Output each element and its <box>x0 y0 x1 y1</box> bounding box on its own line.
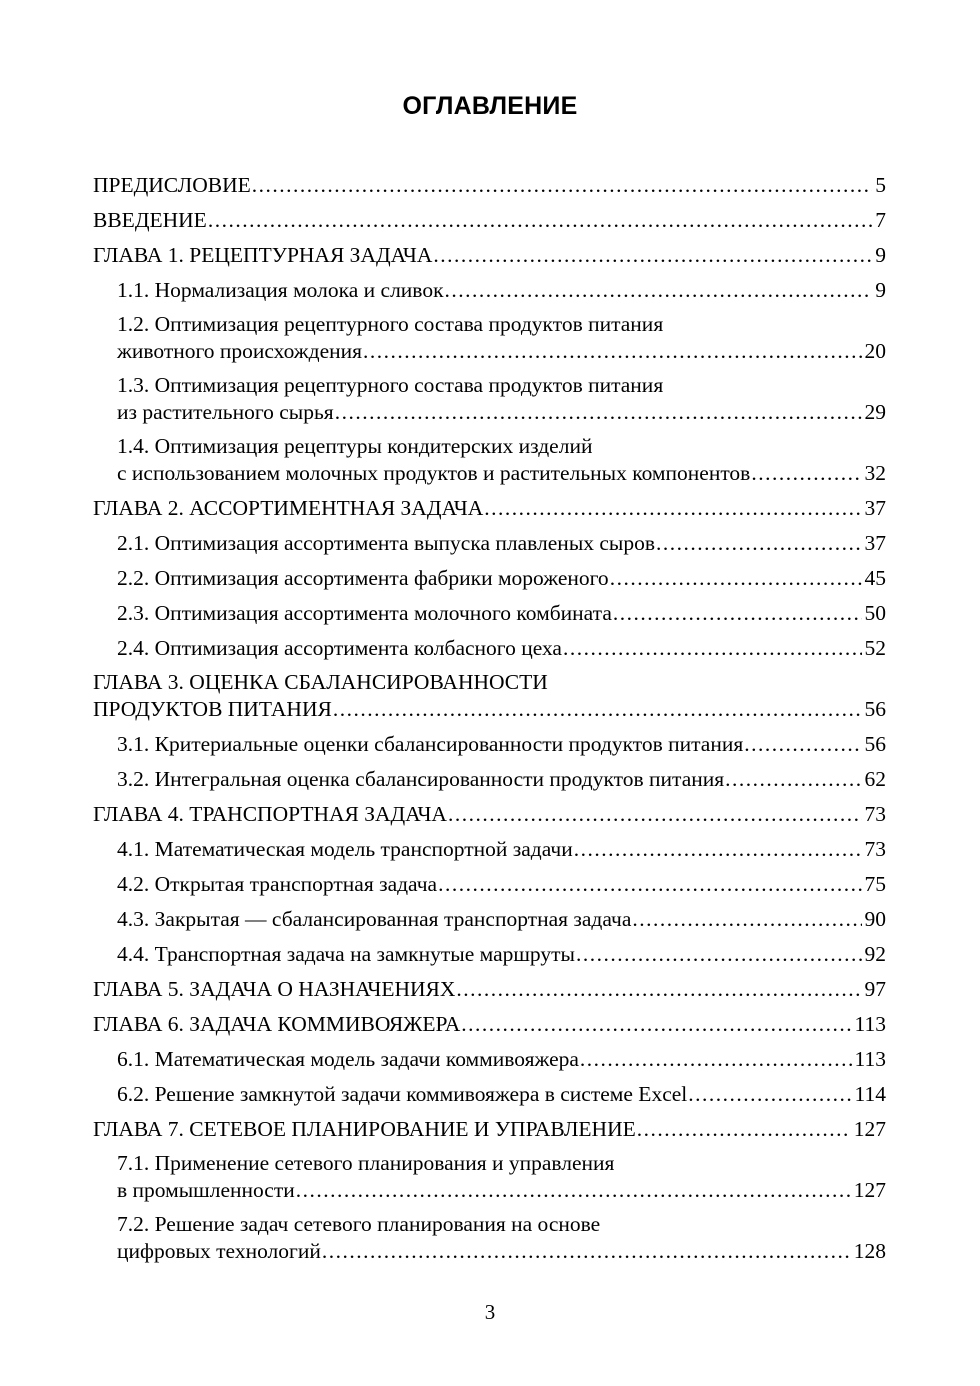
toc-chapter-entry[interactable] <box>93 206 886 234</box>
toc-entry-line <box>117 1045 886 1073</box>
toc-entry-title: 4.3. Закрытая — сбалансированная транспортная задача <box>117 907 632 931</box>
dot-leader <box>751 459 861 487</box>
dot-leader <box>433 241 872 269</box>
toc-section-entry[interactable] <box>93 1080 886 1108</box>
toc-section-entry[interactable] <box>93 765 886 793</box>
toc-entry-page: 113 <box>854 1047 886 1071</box>
dot-leader <box>580 1045 852 1073</box>
toc-section-entry[interactable] <box>93 1045 886 1073</box>
toc-section-entry[interactable] <box>93 1150 886 1204</box>
toc-entry-page: 113 <box>854 1012 886 1036</box>
toc-section-entry[interactable] <box>93 529 886 557</box>
toc-chapter-entry[interactable] <box>93 1115 886 1143</box>
toc-entry-page: 20 <box>864 339 886 363</box>
toc-entry-title-line: 7.2. Решение задач сетевого планирования на основе <box>117 1212 601 1236</box>
toc-entry-title-line: 7.1. Применение сетевого планирования и управления <box>117 1151 615 1175</box>
dot-leader <box>656 529 861 557</box>
dot-leader <box>610 564 862 592</box>
toc-chapter-entry[interactable] <box>93 1010 886 1038</box>
toc-entry-line <box>117 1080 886 1108</box>
dot-leader <box>445 276 873 304</box>
dot-leader <box>363 337 861 365</box>
dot-leader <box>484 494 861 522</box>
toc-section-entry[interactable] <box>93 634 886 662</box>
toc-entry-title: из растительного сырья <box>117 400 334 424</box>
toc-entry-title: цифровых технологий <box>117 1239 321 1263</box>
toc-entry-line <box>117 1237 886 1265</box>
toc-entry-line <box>93 241 886 269</box>
toc-chapter-entry[interactable] <box>93 975 886 1003</box>
toc-entry-title: с использованием молочных продуктов и растительных компонентов <box>117 461 751 485</box>
toc-entry-title: 3.1. Критериальные оценки сбалансированности продуктов питания <box>117 732 744 756</box>
dot-leader <box>574 835 862 863</box>
dot-leader <box>335 398 862 426</box>
toc-entry-page: 75 <box>864 872 886 896</box>
toc-entry-title: в промышленности <box>117 1178 295 1202</box>
toc-entry-title: 2.4. Оптимизация ассортимента колбасного цеха <box>117 636 562 660</box>
toc-entry-title-line: 1.2. Оптимизация рецептурного состава продуктов питания <box>117 312 664 336</box>
toc-section-entry[interactable] <box>93 311 886 365</box>
toc-entry-page: 73 <box>864 802 886 826</box>
dot-leader <box>448 800 862 828</box>
toc-section-entry[interactable] <box>93 599 886 627</box>
toc-entry-line <box>93 1115 886 1143</box>
dot-leader <box>632 905 861 933</box>
toc-section-entry[interactable] <box>93 905 886 933</box>
dot-leader <box>688 1080 851 1108</box>
toc-entry-page: 114 <box>854 1082 886 1106</box>
toc-entry-page: 62 <box>864 767 886 791</box>
toc-entry-title: 4.2. Открытая транспортная задача <box>117 872 438 896</box>
toc-section-entry[interactable] <box>93 730 886 758</box>
dot-leader <box>576 940 862 968</box>
toc-entry-line <box>93 1010 886 1038</box>
toc-entry-title-line: 1.4. Оптимизация рецептуры кондитерских изделий <box>117 434 593 458</box>
dot-leader <box>296 1176 851 1204</box>
toc-entry-line <box>117 276 886 304</box>
toc-entry-line <box>93 800 886 828</box>
toc-entry-line <box>117 634 886 662</box>
toc-entry-line <box>117 940 886 968</box>
toc-entry-title-line: 1.3. Оптимизация рецептурного состава продуктов питания <box>117 373 664 397</box>
toc-entry-page: 128 <box>853 1239 886 1263</box>
toc-entry-title: животного происхождения <box>117 339 363 363</box>
toc-entry-title: ГЛАВА 4. ТРАНСПОРТНАЯ ЗАДАЧА <box>93 802 447 826</box>
toc-entry-line <box>93 975 886 1003</box>
toc-entry-line <box>117 529 886 557</box>
dot-leader <box>456 975 861 1003</box>
toc-entry-line <box>117 870 886 898</box>
toc-entry-title: ПРОДУКТОВ ПИТАНИЯ <box>93 697 332 721</box>
toc-section-entry[interactable] <box>93 433 886 487</box>
toc-entry-title: 4.1. Математическая модель транспортной задачи <box>117 837 573 861</box>
dot-leader <box>563 634 862 662</box>
dot-leader <box>637 1115 851 1143</box>
toc-entry-line <box>117 765 886 793</box>
toc-entry-title: ГЛАВА 1. РЕЦЕПТУРНАЯ ЗАДАЧА <box>93 243 433 267</box>
toc-entry-page: 5 <box>875 173 886 197</box>
toc-entry-title-line: ГЛАВА 3. ОЦЕНКА СБАЛАНСИРОВАННОСТИ <box>93 670 548 694</box>
dot-leader <box>322 1237 851 1265</box>
toc-entry-page: 73 <box>864 837 886 861</box>
toc-entry-page: 9 <box>875 243 886 267</box>
toc-entry-title: ГЛАВА 2. АССОРТИМЕНТНАЯ ЗАДАЧА <box>93 496 484 520</box>
toc-entry-line <box>117 459 886 487</box>
toc-entry-page: 52 <box>864 636 886 660</box>
toc-entry-title: 3.2. Интегральная оценка сбалансированности продуктов питания <box>117 767 725 791</box>
table-of-contents <box>93 171 886 1272</box>
toc-section-entry[interactable] <box>93 1211 886 1265</box>
toc-entry-page: 9 <box>875 278 886 302</box>
toc-entry-line <box>117 1176 886 1204</box>
toc-entry-line <box>93 695 886 723</box>
toc-entry-title: 6.1. Математическая модель задачи коммивояжера <box>117 1047 579 1071</box>
toc-entry-title: ПРЕДИСЛОВИЕ <box>93 173 251 197</box>
toc-entry-page: 37 <box>864 496 886 520</box>
toc-entry-line <box>117 398 886 426</box>
toc-entry-line <box>93 171 886 199</box>
dot-leader <box>725 765 861 793</box>
toc-chapter-entry[interactable] <box>93 669 886 723</box>
toc-chapter-entry[interactable] <box>93 171 886 199</box>
page-title: ОГЛАВЛЕНИЕ <box>402 92 578 120</box>
toc-section-entry[interactable] <box>93 564 886 592</box>
dot-leader <box>461 1010 851 1038</box>
dot-leader <box>744 730 861 758</box>
dot-leader <box>613 599 862 627</box>
toc-chapter-entry[interactable] <box>93 241 886 269</box>
toc-entry-line <box>117 835 886 863</box>
dot-leader <box>208 206 872 234</box>
dot-leader <box>438 870 861 898</box>
toc-entry-line <box>93 494 886 522</box>
toc-entry-page: 90 <box>864 907 886 931</box>
toc-chapter-entry[interactable] <box>93 494 886 522</box>
toc-section-entry[interactable] <box>93 940 886 968</box>
toc-entry-page: 56 <box>864 697 886 721</box>
toc-entry-title: ГЛАВА 6. ЗАДАЧА КОММИВОЯЖЕРА <box>93 1012 461 1036</box>
toc-entry-title: ГЛАВА 7. СЕТЕВОЕ ПЛАНИРОВАНИЕ И УПРАВЛЕНИЕ <box>93 1117 636 1141</box>
toc-section-entry[interactable] <box>93 276 886 304</box>
toc-section-entry[interactable] <box>93 870 886 898</box>
toc-section-entry[interactable] <box>93 835 886 863</box>
toc-entry-title: ГЛАВА 5. ЗАДАЧА О НАЗНАЧЕНИЯХ <box>93 977 456 1001</box>
toc-entry-page: 97 <box>864 977 886 1001</box>
toc-entry-title: 2.3. Оптимизация ассортимента молочного комбината <box>117 601 612 625</box>
dot-leader <box>333 695 862 723</box>
toc-entry-page: 7 <box>875 208 886 232</box>
toc-section-entry[interactable] <box>93 372 886 426</box>
toc-entry-line <box>117 337 886 365</box>
toc-entry-title: 2.2. Оптимизация ассортимента фабрики мороженого <box>117 566 609 590</box>
toc-entry-page: 92 <box>864 942 886 966</box>
page-number: 3 <box>484 1300 496 1324</box>
toc-entry-page: 50 <box>864 601 886 625</box>
toc-entry-page: 45 <box>864 566 886 590</box>
toc-entry-line <box>117 730 886 758</box>
dot-leader <box>252 171 873 199</box>
toc-entry-title: ВВЕДЕНИЕ <box>93 208 207 232</box>
toc-entry-line <box>117 564 886 592</box>
toc-entry-line <box>117 599 886 627</box>
toc-entry-title: 2.1. Оптимизация ассортимента выпуска плавленых сыров <box>117 531 656 555</box>
toc-entry-page: 32 <box>864 461 886 485</box>
toc-entry-title: 6.2. Решение замкнутой задачи коммивояжера в системе Excel <box>117 1082 688 1106</box>
toc-entry-page: 127 <box>853 1117 886 1141</box>
toc-entry-page: 37 <box>864 531 886 555</box>
toc-entry-page: 29 <box>864 400 886 424</box>
toc-entry-title: 4.4. Транспортная задача на замкнутые маршруты <box>117 942 575 966</box>
toc-entry-line <box>93 206 886 234</box>
toc-entry-page: 56 <box>864 732 886 756</box>
toc-entry-page: 127 <box>853 1178 886 1202</box>
toc-chapter-entry[interactable] <box>93 800 886 828</box>
toc-entry-line <box>117 905 886 933</box>
toc-entry-title: 1.1. Нормализация молока и сливок <box>117 278 444 302</box>
